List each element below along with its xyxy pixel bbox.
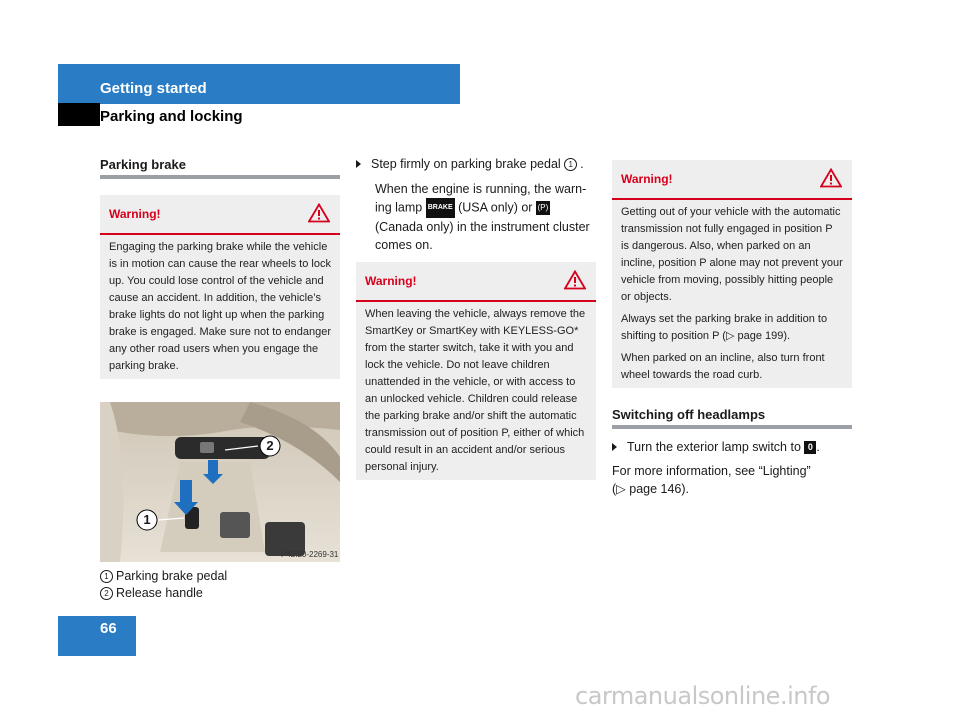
warning-paragraph-1: Getting out of your vehicle with the automatic transmission not fully engaged in position P is dangerous. Also, when parked on an incline, position P alone may not prevent your vehicle from moving, possibly hitting people or objects. bbox=[621, 206, 843, 303]
warning-triangle-icon bbox=[564, 270, 586, 290]
caption-handle bbox=[100, 584, 203, 602]
info-line-2b: (USA only) or bbox=[458, 200, 533, 215]
header-marker bbox=[58, 103, 100, 126]
step-text: Step firmly on parking brake pedal bbox=[371, 157, 561, 171]
parking-brake-figure bbox=[100, 402, 340, 562]
bullet-icon bbox=[612, 443, 617, 451]
warning-title: Warning! bbox=[621, 172, 673, 186]
caption-text: Release handle bbox=[116, 586, 203, 600]
warning-box-leaving bbox=[356, 262, 596, 480]
footwell-illustration bbox=[100, 402, 340, 562]
figure-code: P42.20-2269-31 bbox=[281, 550, 339, 559]
more-info-line-1: For more information, see “Lighting” bbox=[612, 464, 811, 478]
subsection-title: Parking and locking bbox=[100, 108, 243, 125]
warning-lamp-info bbox=[375, 180, 599, 254]
step-text: Turn the exterior lamp switch to bbox=[627, 440, 801, 454]
heading-rule bbox=[100, 175, 340, 179]
warning-text bbox=[621, 204, 843, 389]
step-parking-brake: Step firmly on parking brake pedal 1 . bbox=[356, 155, 596, 173]
warning-box-parking bbox=[100, 195, 340, 379]
figure-label-2: 2 bbox=[266, 438, 274, 453]
brake-lamp-icon: BRAKE bbox=[426, 198, 455, 218]
warning-rule bbox=[356, 300, 596, 302]
step-headlamps: Turn the exterior lamp switch to 0 . bbox=[612, 438, 860, 456]
warning-paragraph-3: When parked on an incline, also turn front wheel towards the road curb. bbox=[621, 352, 825, 381]
lamp-switch-off-icon: 0 bbox=[804, 441, 816, 454]
warning-rule bbox=[100, 233, 340, 235]
info-line-2a: ing lamp bbox=[375, 200, 423, 215]
more-info bbox=[612, 462, 852, 498]
info-line-1: When the engine is running, the warn- bbox=[375, 182, 587, 196]
headlamps-heading: Switching off headlamps bbox=[612, 407, 766, 422]
warning-triangle-icon bbox=[820, 168, 842, 188]
parking-brake-heading: Parking brake bbox=[100, 157, 186, 172]
more-info-line-2: (▷ page 146). bbox=[612, 482, 690, 496]
warning-title: Warning! bbox=[109, 207, 161, 221]
figure-label-1: 1 bbox=[143, 512, 151, 527]
warning-triangle-icon bbox=[308, 203, 330, 223]
step-number: 1 bbox=[564, 158, 577, 171]
page-number-box bbox=[58, 616, 136, 656]
warning-box-transmission bbox=[612, 160, 852, 388]
page-number: 66 bbox=[100, 620, 117, 637]
caption-number: 2 bbox=[100, 587, 113, 600]
warning-text: Engaging the parking brake while the vehicle is in motion can cause the rear wheels to lock up. You could lose control of the vehicle and cause an accident. In addition, the vehicle’s brake lights do not light up when the parking brake is engaged. Make sure not to endanger any other road users when you engage the parking brake. bbox=[109, 241, 331, 372]
heading-rule bbox=[612, 425, 852, 429]
warning-text: When leaving the vehicle, always remove the SmartKey or SmartKey with KEYLESS-GO* from the starter switch, take it with you and lock the vehicle. Do not leave children unattended in the vehicle, or with access to an unlocked vehicle. Children could release the parking brake and/or shift the automatic transmission out of position P, either of which could result in an accident and/or serious personal injury. bbox=[365, 308, 586, 473]
caption-text: Parking brake pedal bbox=[116, 569, 228, 583]
caption-pedal bbox=[100, 567, 227, 585]
parking-lamp-canada-icon: (P) bbox=[536, 201, 550, 215]
caption-number: 1 bbox=[100, 570, 113, 583]
section-title: Getting started bbox=[100, 80, 207, 97]
warning-paragraph-2: Always set the parking brake in addition to shifting to position P (▷ page 199). bbox=[621, 313, 828, 342]
warning-rule bbox=[612, 198, 852, 200]
warning-title: Warning! bbox=[365, 274, 417, 288]
bullet-icon bbox=[356, 160, 361, 168]
watermark: carmanualsonline.info bbox=[575, 682, 831, 710]
info-line-3: (Canada only) in the instrument cluster comes on. bbox=[375, 220, 590, 252]
